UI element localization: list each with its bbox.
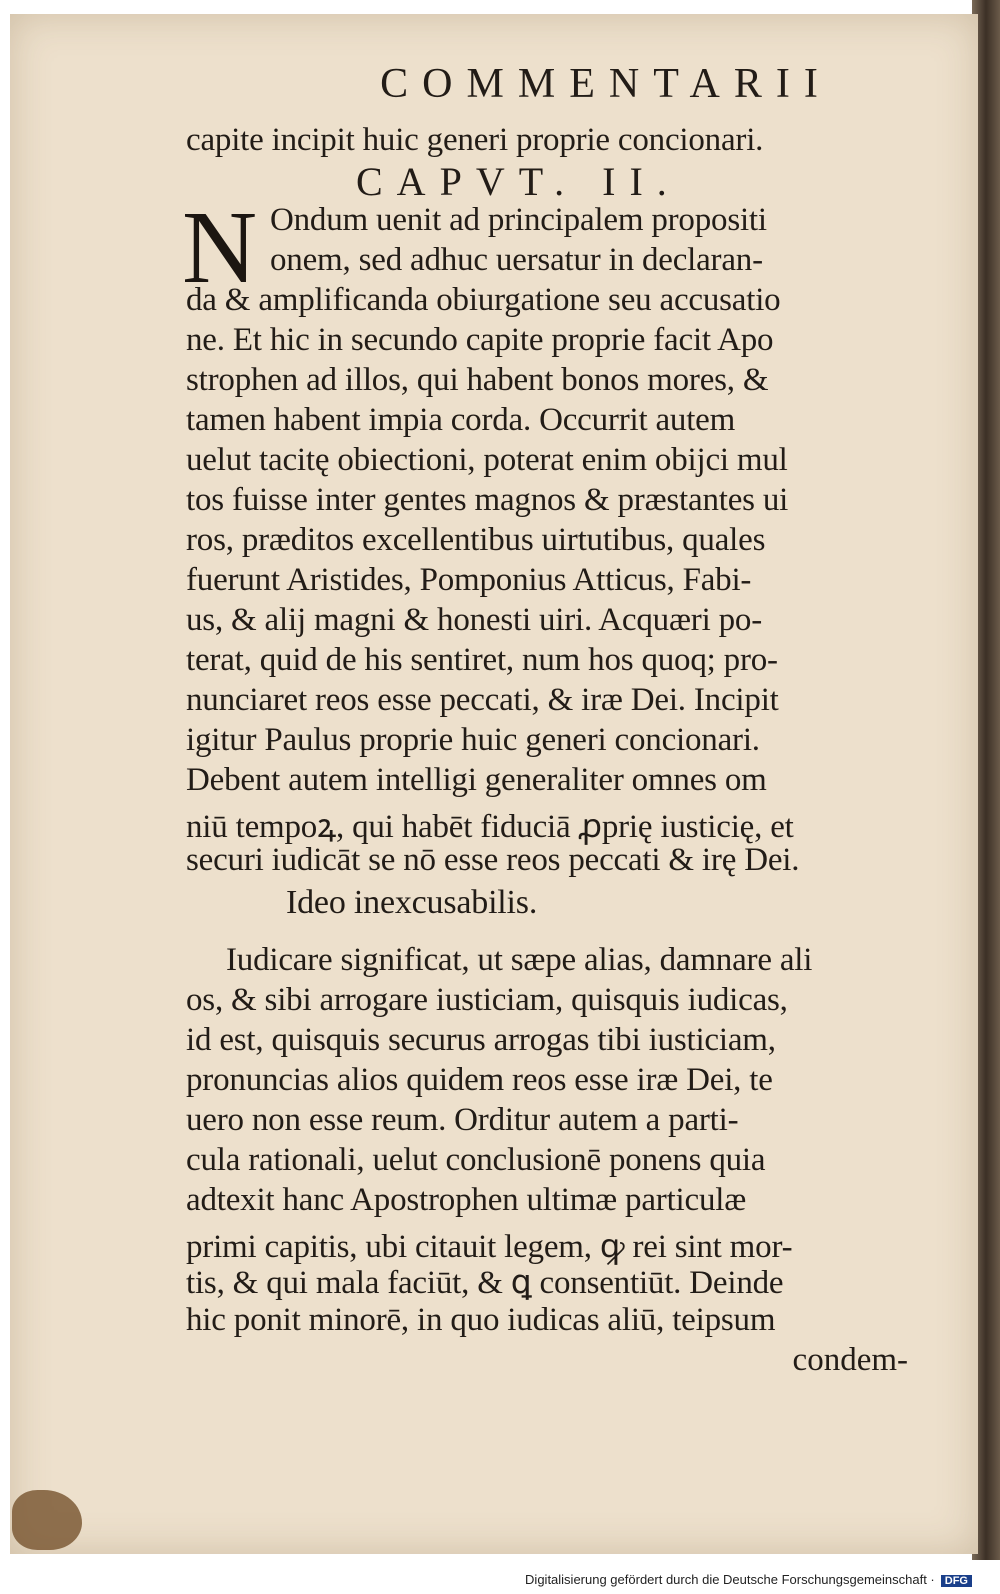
dfg-logo: DFG xyxy=(941,1575,972,1587)
text-line: tos fuisse inter gentes magnos & præstantes ui xyxy=(186,482,789,518)
text-line: hic ponit minorē, in quo iudicas aliū, teipsum xyxy=(186,1302,776,1338)
lemma-heading: Ideo inexcusabilis. xyxy=(286,884,538,921)
text-line: da & amplificanda obiurgatione seu accusatio xyxy=(186,282,781,318)
text-line: ros, præditos excellentibus uirtutibus, quales xyxy=(186,522,766,558)
text-line: niū tempoꝝ, qui habēt fiduciā ꝓprię iusticię, et xyxy=(186,809,794,845)
drop-cap: N xyxy=(182,190,258,305)
text-line: Debent autem intelligi generaliter omnes om xyxy=(186,762,767,798)
text-line: uero non esse reum. Orditur autem a parti- xyxy=(186,1102,739,1138)
text-line: ne. Et hic in secundo capite proprie facit Apo xyxy=(186,322,774,358)
catchword: condem- xyxy=(792,1342,908,1378)
text-line: tamen habent impia corda. Occurrit autem xyxy=(186,402,736,438)
text-line: onem, sed adhuc uersatur in declaran- xyxy=(270,242,763,278)
credit-text: Digitalisierung gefördert durch die Deutsche Forschungsgemeinschaft · xyxy=(525,1572,935,1587)
text-line: Iudicare significat, ut sæpe alias, damnare ali xyxy=(226,942,813,978)
text-line: strophen ad illos, qui habent bonos mores, & xyxy=(186,362,769,398)
text-line: nunciaret reos esse peccati, & iræ Dei. Incipit xyxy=(186,682,779,718)
chapter-heading: CAPVT. II. xyxy=(356,159,681,204)
text-line: capite incipit huic generi proprie concionari. xyxy=(186,122,764,158)
text-line: fuerunt Aristides, Pomponius Atticus, Fabi- xyxy=(186,562,752,598)
text-line: us, & alij magni & honesti uiri. Acquæri po- xyxy=(186,602,762,638)
text-line: id est, quisquis securus arrogas tibi iusticiam, xyxy=(186,1022,776,1058)
digitization-credit xyxy=(525,1572,972,1587)
text-line: adtexit hanc Apostrophen ultimæ particulæ xyxy=(186,1182,747,1218)
text-line: cula rationali, uelut conclusionē ponens quia xyxy=(186,1142,766,1178)
text-line: os, & sibi arrogare iusticiam, quisquis iudicas, xyxy=(186,982,788,1018)
text-line: terat, quid de his sentiret, num hos quoq; pro- xyxy=(186,642,778,678)
text-line: uelut tacitę obiectioni, poterat enim obijci mul xyxy=(186,442,788,478)
running-head: COMMENTARII xyxy=(380,61,832,107)
text-line: primi capitis, ubi citauit legem, ꝙ rei sint mor- xyxy=(186,1229,793,1265)
text-line: Ondum uenit ad principalem propositi xyxy=(270,202,767,238)
text-line: tis, & qui mala faciūt, & ꝗ consentiūt. Deinde xyxy=(186,1265,784,1301)
text-line: igitur Paulus proprie huic generi concionari. xyxy=(186,722,760,758)
text-line: securi iudicāt se nō esse reos peccati & irę Dei. xyxy=(186,842,800,878)
text-line: pronuncias alios quidem reos esse iræ Dei, te xyxy=(186,1062,773,1098)
